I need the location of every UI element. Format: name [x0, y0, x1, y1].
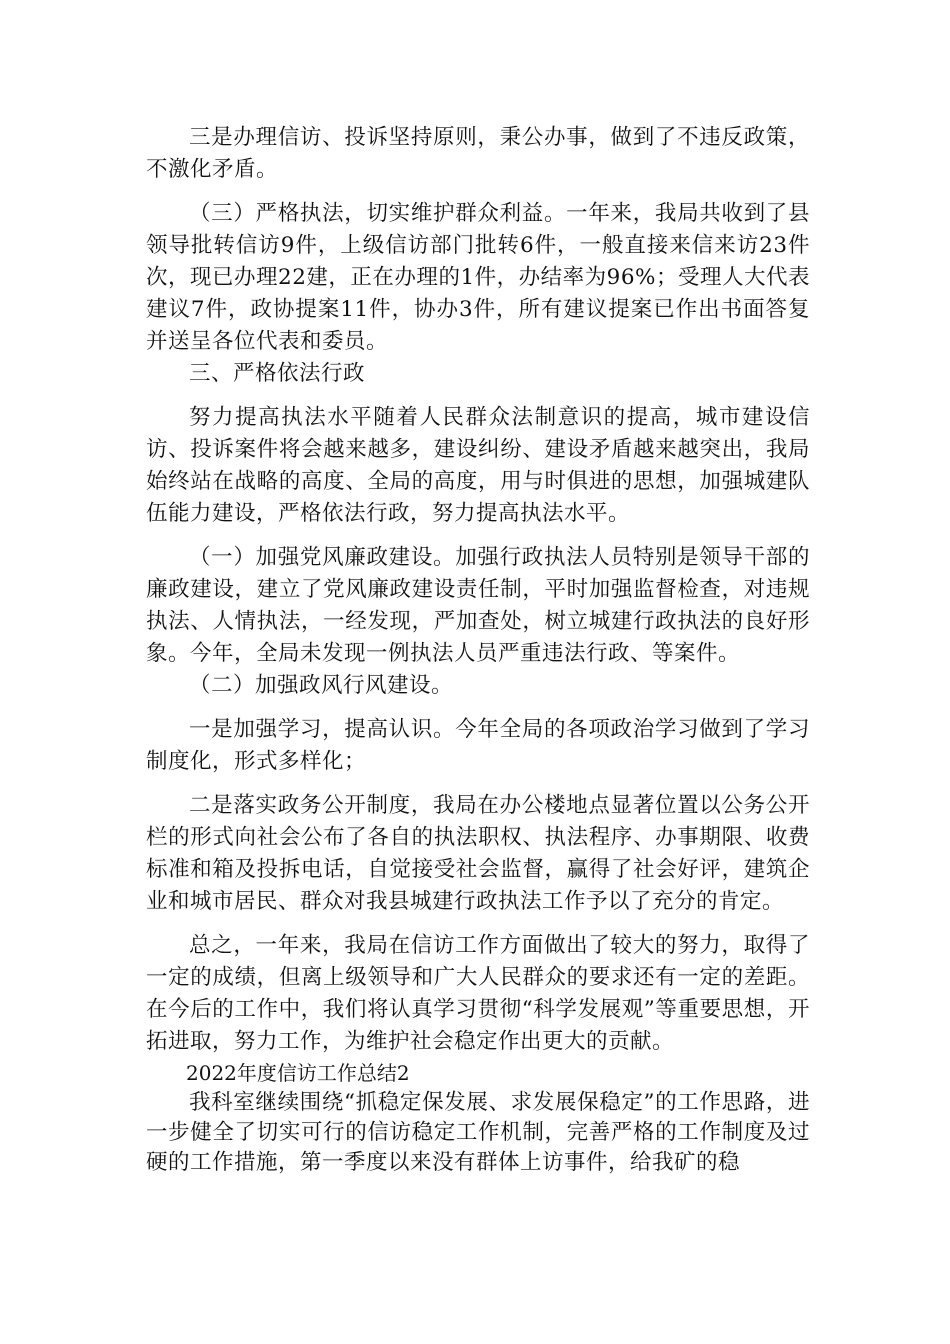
paragraph-government-affairs-openness: 二是落实政务公开制度，我局在办公楼地点显著位置以公务公开栏的形式向社会公布了各自的执法职权、执法程序、办事期限、收费标准和箱及投拆电话，自觉接受社会监督，赢得了社会好评，建筑企业和城市居民、群众对我县城建行政执法工作予以了充分的肯定。	[146, 793, 810, 914]
paragraph-enforcement-level: 努力提高执法水平随着人民群众法制意识的提高，城市建设信访、投诉案件将会越来越多，建设纠纷、建设矛盾越来越突出，我局始终站在战略的高度、全局的高度，用与时俱进的思想，加强城建队伍能力建设，严格依法行政，努力提高执法水平。	[146, 405, 810, 526]
subheading-government-style: （二）加强政风行风建设。	[189, 673, 454, 698]
section-heading-lawful-administration: 三、严格依法行政	[189, 361, 366, 386]
paragraph-handling-principles: 三是办理信访、投诉坚持原则，秉公办事，做到了不违反政策，不激化矛盾。	[146, 125, 810, 182]
paragraph-department-stability: 我科室继续围绕“抓稳定保发展、求发展保稳定”的工作思路，进一步健全了切实可行的信访稳定工作机制，完善严格的工作制度及过硬的工作措施，第一季度以来没有群体上访事件，给我矿的稳	[146, 1090, 810, 1175]
paragraph-strengthen-study: 一是加强学习，提高认识。今年全局的各项政治学习做到了学习制度化，形式多样化；	[146, 717, 810, 774]
paragraph-strict-enforcement: （三）严格执法，切实维护群众利益。一年来，我局共收到了县领导批转信访9件，上级信访部门批转6件，一般直接来信来访23件次，现已办理22建，正在办理的1件，办结率为96%；受理人大代表建议7件，政协提案11件，协办3件，所有建议提案已作出书面答复并送呈各位代表和委员。	[146, 201, 810, 354]
paragraph-conclusion: 总之，一年来，我局在信访工作方面做出了较大的努力，取得了一定的成绩，但离上级领导和广大人民群众的要求还有一定的差距。在今后的工作中，我们将认真学习贯彻“科学发展观”等重要思想，开拓进取，努力工作，为维护社会稳定作出更大的贡献。	[146, 933, 810, 1054]
document-page	[146, 122, 810, 1178]
paragraph-party-integrity: （一）加强党风廉政建设。加强行政执法人员特别是领导干部的廉政建设，建立了党风廉政建设责任制，平时加强监督检查，对违规执法、人情执法，一经发现，严加查处，树立城建行政执法的良好形象。今年，全局未发现一例执法人员严重违法行政、等案件。	[146, 545, 810, 666]
document-title-part-2: 2022年度信访工作总结2	[186, 1061, 410, 1085]
